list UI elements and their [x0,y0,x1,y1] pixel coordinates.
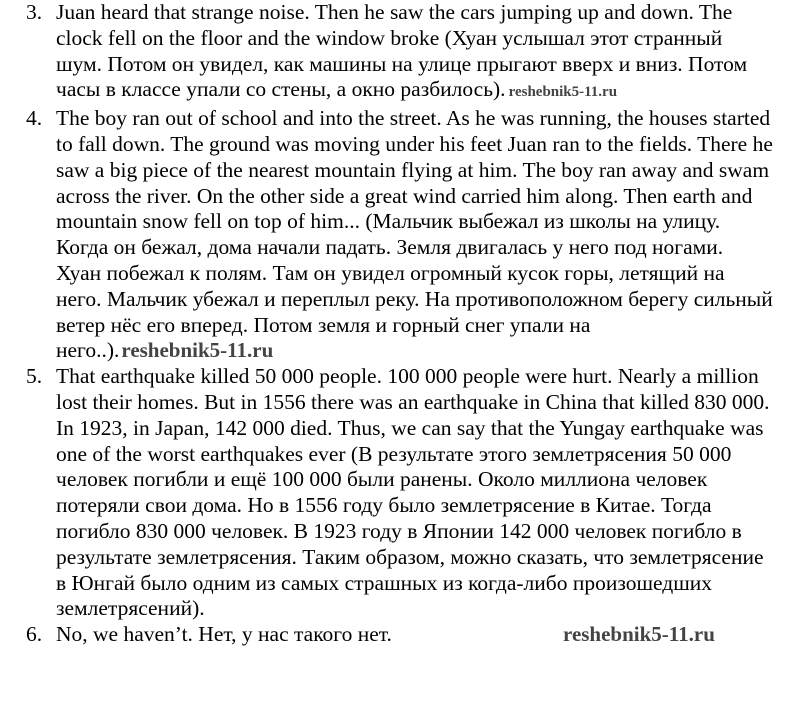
answer-item-5 [0,364,787,622]
answer-item-3 [0,0,787,106]
watermark: reshebnik5-11.ru [563,622,715,647]
item-text: Juan heard that strange noise. Then he saw the cars jumping up and down. The clock fell on the floor and the window broke (Хуан услышал этот странный шум. Потом он увидел, как машины на улице прыгают вверх и вниз. Потом часы в классе упали со стены, а окно разбилось). [56,0,748,102]
watermark: reshebnik5-11.ru [121,338,274,363]
item-number: 6. [26,622,43,647]
item-text: That earthquake killed 50 000 people. 100 000 people were hurt. Nearly a million lost their homes. But in 1556 there was an earthquake in China that killed 830 000. In 1923, in Japan, 142 000 died. Thus, we can say that the Yungay earthquake was one of the worst earthquakes ever (В результате этого землетрясения 50 000 человек погибли и ещё 100 000 были ранены. Около миллиона человек потеряли свои дома. Но в 1556 году было землетрясение в Китае. Тогда погибло 830 000 человек. В 1923 году в Японии 142 000 человек погибло в результате землетрясения. Таким образом, можно сказать, что землетрясение в Юнгай было одним из самых страшных из когда-либо произошедших землетрясений). [56,364,770,621]
answer-item-6 [0,622,787,648]
answer-item-4 [0,106,787,364]
item-number: 5. [26,364,43,389]
item-text: The boy ran out of school and into the street. As he was running, the houses started to fall down. The ground was moving under his feet Juan ran to the fields. There he saw a big piece of the nearest mountain flying at him. The boy ran away and swam across the river. On the other side a great wind carried him along. Then earth and mountain snow fell on top of him... (Мальчик выбежал из школы на улицу. Когда он бежал, дома начали падать. Земля двигалась у него под ногами. Хуан побежал к полям. Там он увидел огромный кусок горы, летящий на него. Мальчик убежал и переплыл реку. На противоположном берегу сильный ветер нёс его вперед. Потом земля и горный снег упали на него..). [56,106,773,363]
item-number: 3. [26,0,43,24]
item-text: No, we haven’t. Нет, у нас такого нет. [56,622,392,647]
watermark: reshebnik5-11.ru [508,84,618,101]
item-number: 4. [26,106,43,131]
